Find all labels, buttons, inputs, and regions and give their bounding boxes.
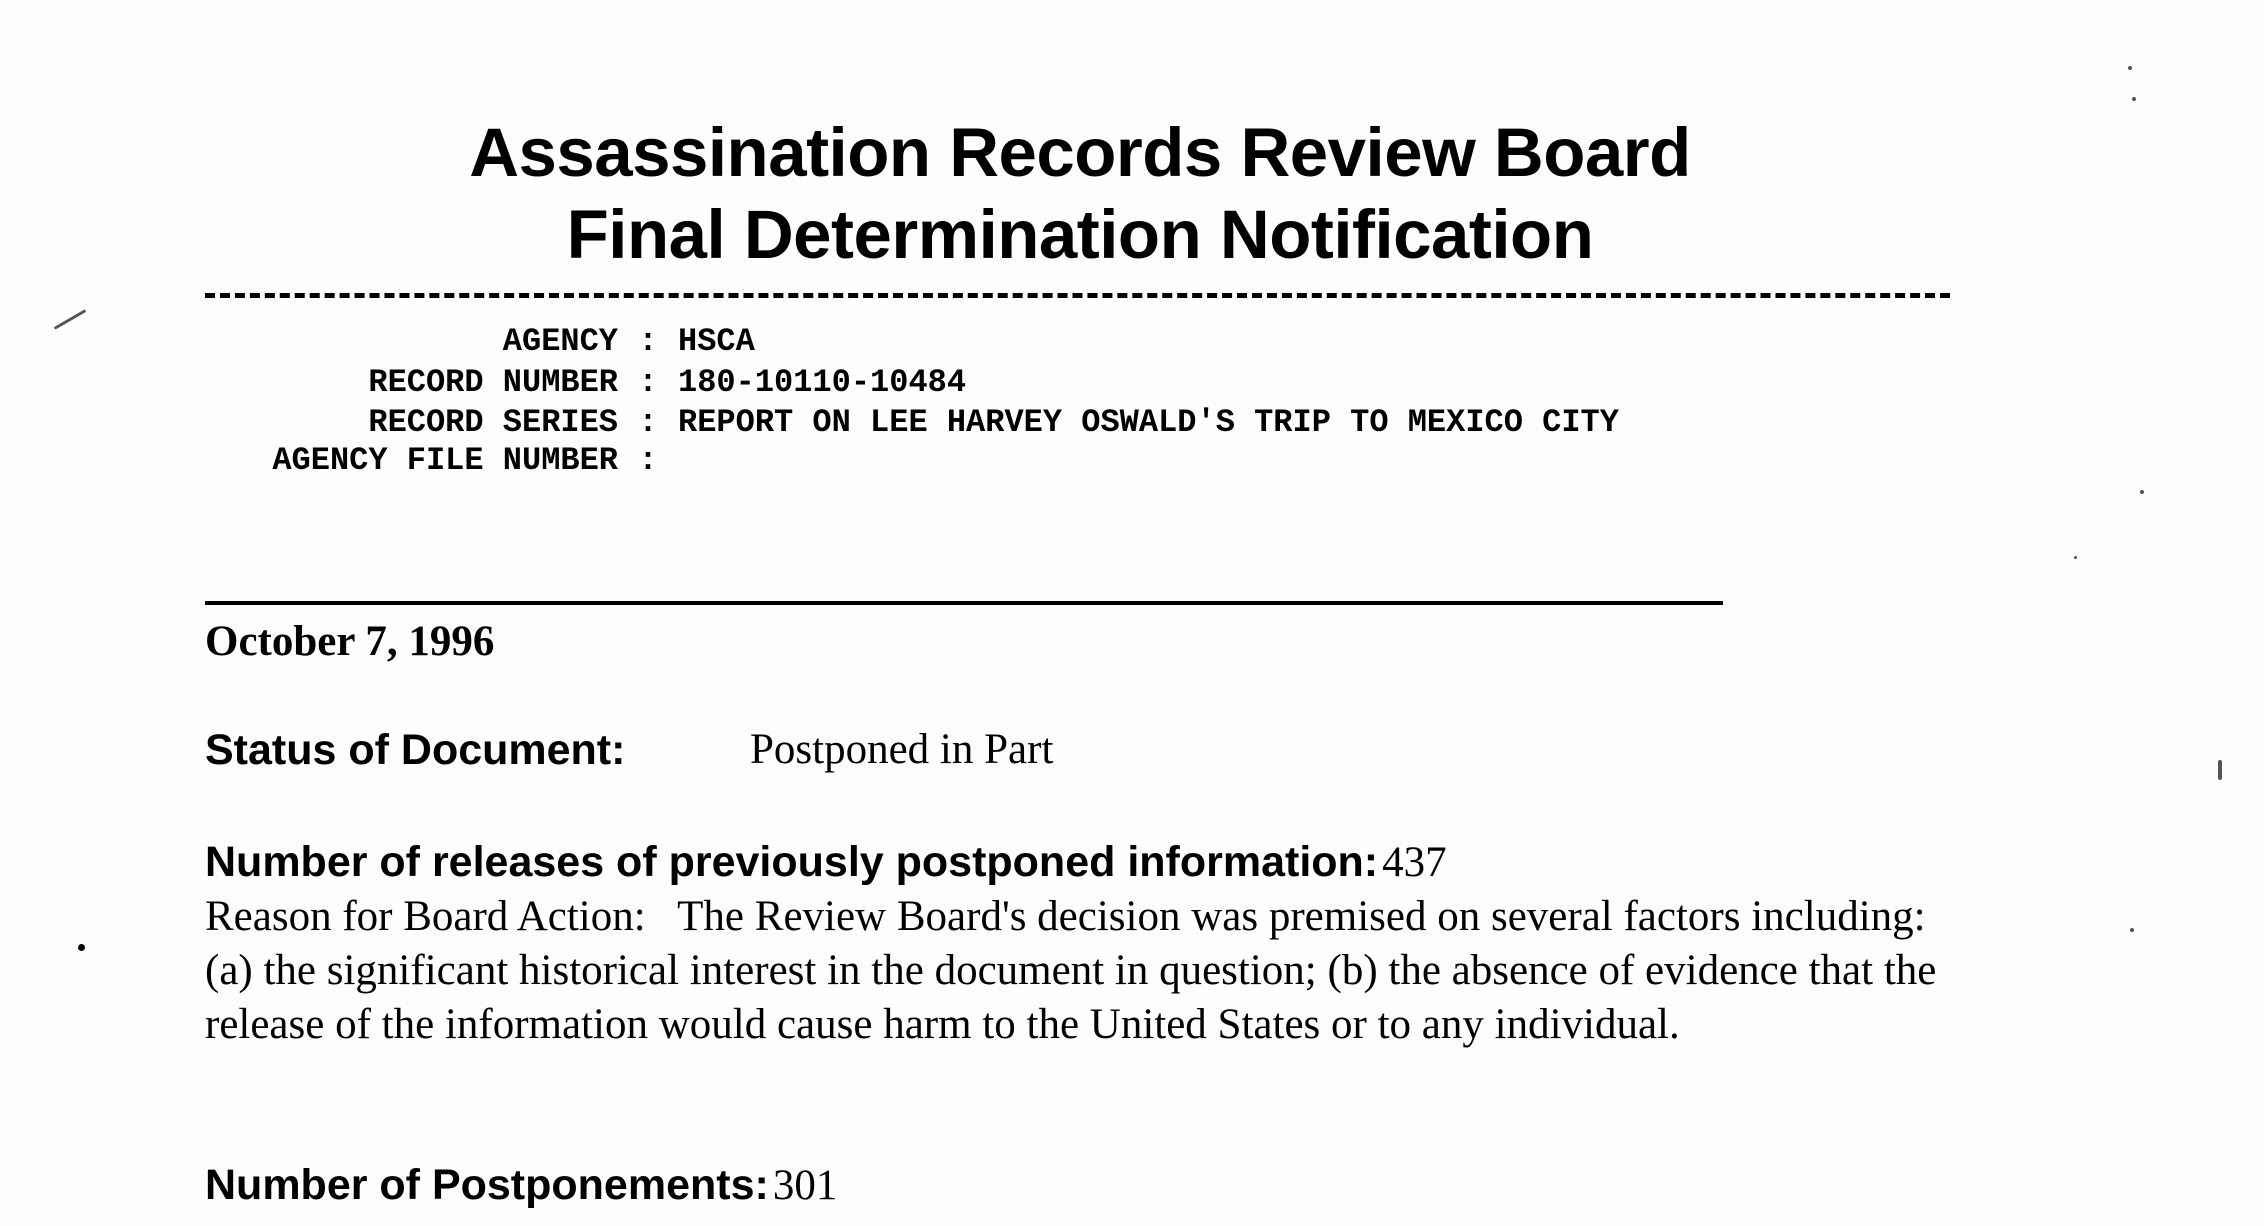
scan-speck [2128,66,2132,70]
record-number-value: 180-10110-10484 [678,364,967,401]
status-row [205,722,1054,788]
agency-file-number-row [198,441,678,481]
record-number-label: RECORD NUMBER [368,364,618,401]
horizontal-rule [205,601,1723,605]
dashed-divider [205,293,1950,298]
agency-value: HSCA [678,323,755,360]
status-value: Postponed in Part [750,726,1054,773]
document-date: October 7, 1996 [205,618,495,665]
scan-speck [2140,490,2144,494]
status-label: Status of Document: [205,726,626,774]
scan-speck [78,944,85,951]
reason-text: The Review Board's decision was premised on several factors including: (a) the significant historical interest in the document in question; (b) the absence of evidence that the release of the information would cause harm to the United States or to any individual. [205,893,1937,1048]
record-number-colon: : [638,364,658,401]
agency-file-number-colon: : [638,442,658,479]
postponements-label: Number of Postponements: [205,1161,769,1209]
record-series-value: REPORT ON LEE HARVEY OSWALD'S TRIP TO MEXICO CITY [678,404,1619,441]
agency-label: AGENCY [502,323,618,360]
title-line-1: Assassination Records Review Board [469,114,1691,191]
record-series-row [198,403,1619,443]
scan-speck [2074,556,2077,559]
agency-row [198,322,755,362]
record-number-row [198,363,966,403]
postponements-value: 301 [772,1162,838,1209]
scan-speck [2132,97,2136,101]
title-line-2: Final Determination Notification [566,196,1594,273]
record-series-label: RECORD SERIES [368,404,618,441]
scan-speck [54,309,87,330]
reason-label: Reason for Board Action: [205,893,646,940]
releases-label: Number of releases of previously postponed information: [205,838,1379,886]
reason-paragraph [205,890,1965,1052]
releases-value: 437 [1382,839,1447,886]
record-series-colon: : [638,404,658,441]
agency-file-number-label: AGENCY FILE NUMBER [272,442,618,479]
agency-colon: : [638,323,658,360]
scan-speck [2218,760,2222,780]
scan-speck [2130,928,2134,932]
postponements-row [205,1157,837,1223]
